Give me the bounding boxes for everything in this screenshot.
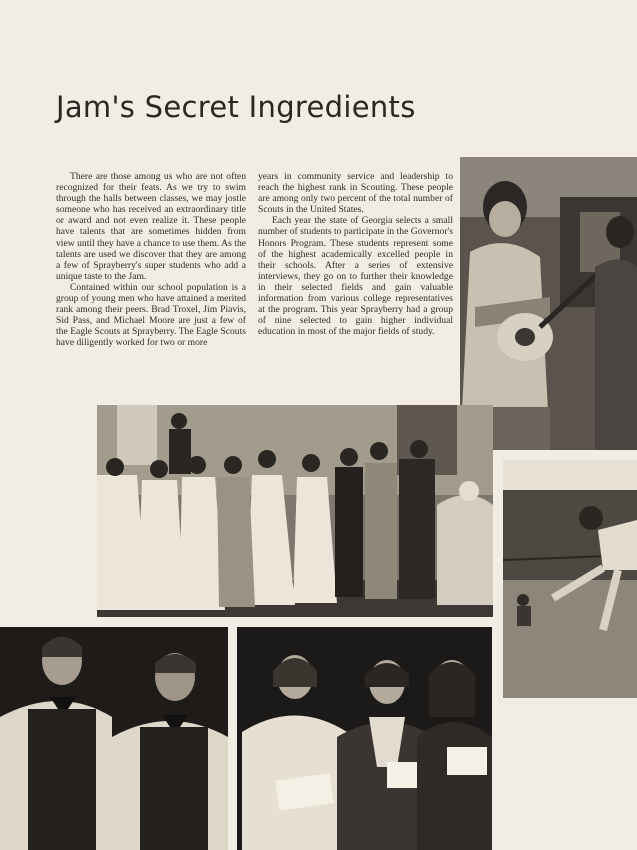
award-recipients-photo — [237, 627, 492, 850]
paragraph: Contained within our school population is a group of young men who have attained a merited rank among their peers. Brad Troxel, Jim Piavis, Sid Pass, and Michael Moore are just a few of the Eagle Scouts at Sprayberry. The Eagle Scouts have diligently worked for two or more — [56, 281, 246, 349]
hurdle-runner-photo — [503, 460, 637, 698]
paragraph: There are those among us who are not often recognized for their feats. As we try to swim through the halls between classes, we may jostle someone who has received an extraordinary title or award and not even realize it. These people have talents that are sometimes hidden from view until they have a chance to use them. As the talents are used we discover that they are among a few of Sprayberry's super students who add a unique taste to the Jam. — [56, 171, 246, 282]
eagle-scouts-photo — [0, 627, 228, 850]
honors-group-photo — [97, 405, 493, 617]
page-title: Jam's Secret Ingredients — [56, 90, 416, 124]
paragraph: Each year the state of Georgia selects a small number of students to participate in the Governor's Honors Program. These students represent some of the highest academically excelled people in their schools. After a series of extensive interviews, they go on to further their knowledge in their selected fields and gain valuable information from various college representatives at the program. This year Sprayberry had a group of nine selected to gain higher individual education in most of the major fields of study. — [258, 215, 453, 338]
paragraph: years in community service and leadership to reach the highest rank in Scouting. These people are among only two percent of the total number of Scouts in the United States. — [258, 171, 453, 216]
text-column-middle — [258, 171, 453, 337]
text-column-left — [56, 171, 246, 349]
